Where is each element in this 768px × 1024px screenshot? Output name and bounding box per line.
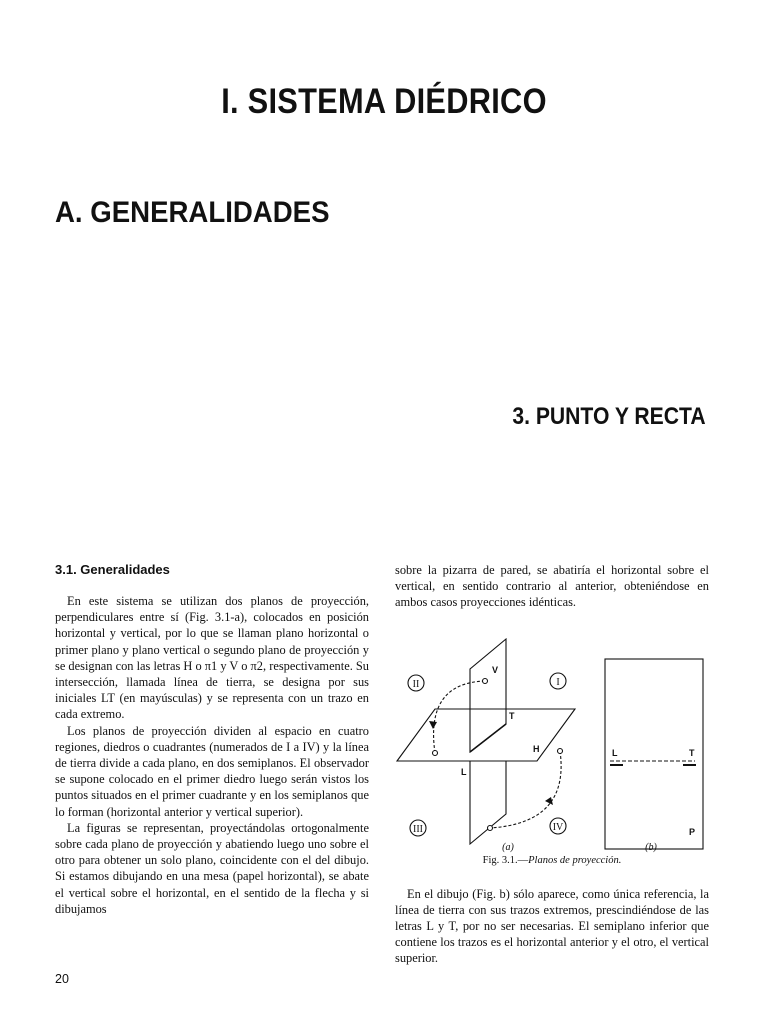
caption-prefix: Fig. 3.1.— <box>482 854 529 866</box>
rotation-arc-lower <box>490 751 561 828</box>
quadrant-II-label: II <box>412 678 420 690</box>
rotation-arc-upper <box>434 681 485 753</box>
label-H: H <box>533 743 540 754</box>
page-number: 20 <box>55 972 69 986</box>
label-T: T <box>509 710 515 721</box>
figure-projection-planes <box>395 623 709 855</box>
part-title: I. SISTEMA DIÉDRICO <box>221 82 547 121</box>
left-column <box>55 562 369 917</box>
vertical-plane-lower <box>470 761 506 844</box>
paragraph-3: La figuras se representan, proyectándolas ortogonalmente sobre cada plano de proyección y abatiendo luego uno sobre el otro para obtener un solo plano, coincidente con el del dibujo. Si estamos dibujando en una mesa (papel horizontal), se abate el vertical sobre el horizontal, en el sentido de la flecha y si dibujamos <box>55 820 369 916</box>
label-L: L <box>461 766 467 777</box>
vertical-plane-upper <box>470 639 506 752</box>
paragraph-fig-b: En el dibujo (Fig. b) sólo aparece, como única referencia, la línea de tierra con sus trazos extremos, prescindiéndose de las letras L y T, por no ser necesarias. El semiplano inferior que contiene los trazos es el horizontal anterior y el otro, el vertical superior. <box>395 886 709 966</box>
chapter-title: 3. PUNTO Y RECTA <box>512 403 706 430</box>
panel-b-label-P: P <box>689 826 696 837</box>
panel-b-label-T: T <box>689 747 695 758</box>
paragraph-continued: sobre la pizarra de pared, se abatiría el horizontal sobre el vertical, en sentido contrario al anterior, obteniéndose en ambos casos proyecciones idénticas. <box>395 563 709 610</box>
section-title: A. GENERALIDADES <box>55 196 330 229</box>
quadrant-I-label: I <box>556 676 560 688</box>
sub-label-a: (a) <box>502 841 514 853</box>
right-column <box>395 562 709 967</box>
figure-diagram <box>395 623 709 855</box>
sub-label-b: (b) <box>645 841 657 853</box>
quadrant-IV-label: IV <box>552 821 564 833</box>
paragraph-1: En este sistema se utilizan dos planos de proyección, perpendiculares entre sí (Fig. 3.1-a), colocados en posición horizontal y vertical, por lo que se llaman plano horizontal o primer plano y plano vertical o segundo plano de proyección y se designan con las letras H o π1 y V o π2, respectivamente. Su intersección, llamada línea de tierra, se designa por sus iniciales LT (en mayúsculas) y se representa con un trazo en cada extremo. <box>55 594 369 722</box>
quadrant-III-label: III <box>413 823 423 835</box>
horizontal-plane <box>397 709 575 761</box>
subsection-heading: 3.1. Generalidades <box>55 562 170 577</box>
figure-caption <box>395 855 709 866</box>
caption-title: Planos de proyección. <box>528 854 622 866</box>
paragraph-2: Los planos de proyección dividen al espacio en cuatro regiones, diedros o cuadrantes (numerados de I a IV) y la línea de tierra divide a cada plano, en dos semiplanos. El observador se supone colocado en el primer diedro luego serán vistos los puntos situados en el primer cuadrante y en los semiplanos que lo forman (horizontal anterior y vertical superior). <box>55 723 369 819</box>
panel-b-label-L: L <box>612 747 618 758</box>
label-V: V <box>492 664 499 675</box>
ground-line <box>470 724 506 752</box>
arrow-head-upper <box>429 721 437 729</box>
